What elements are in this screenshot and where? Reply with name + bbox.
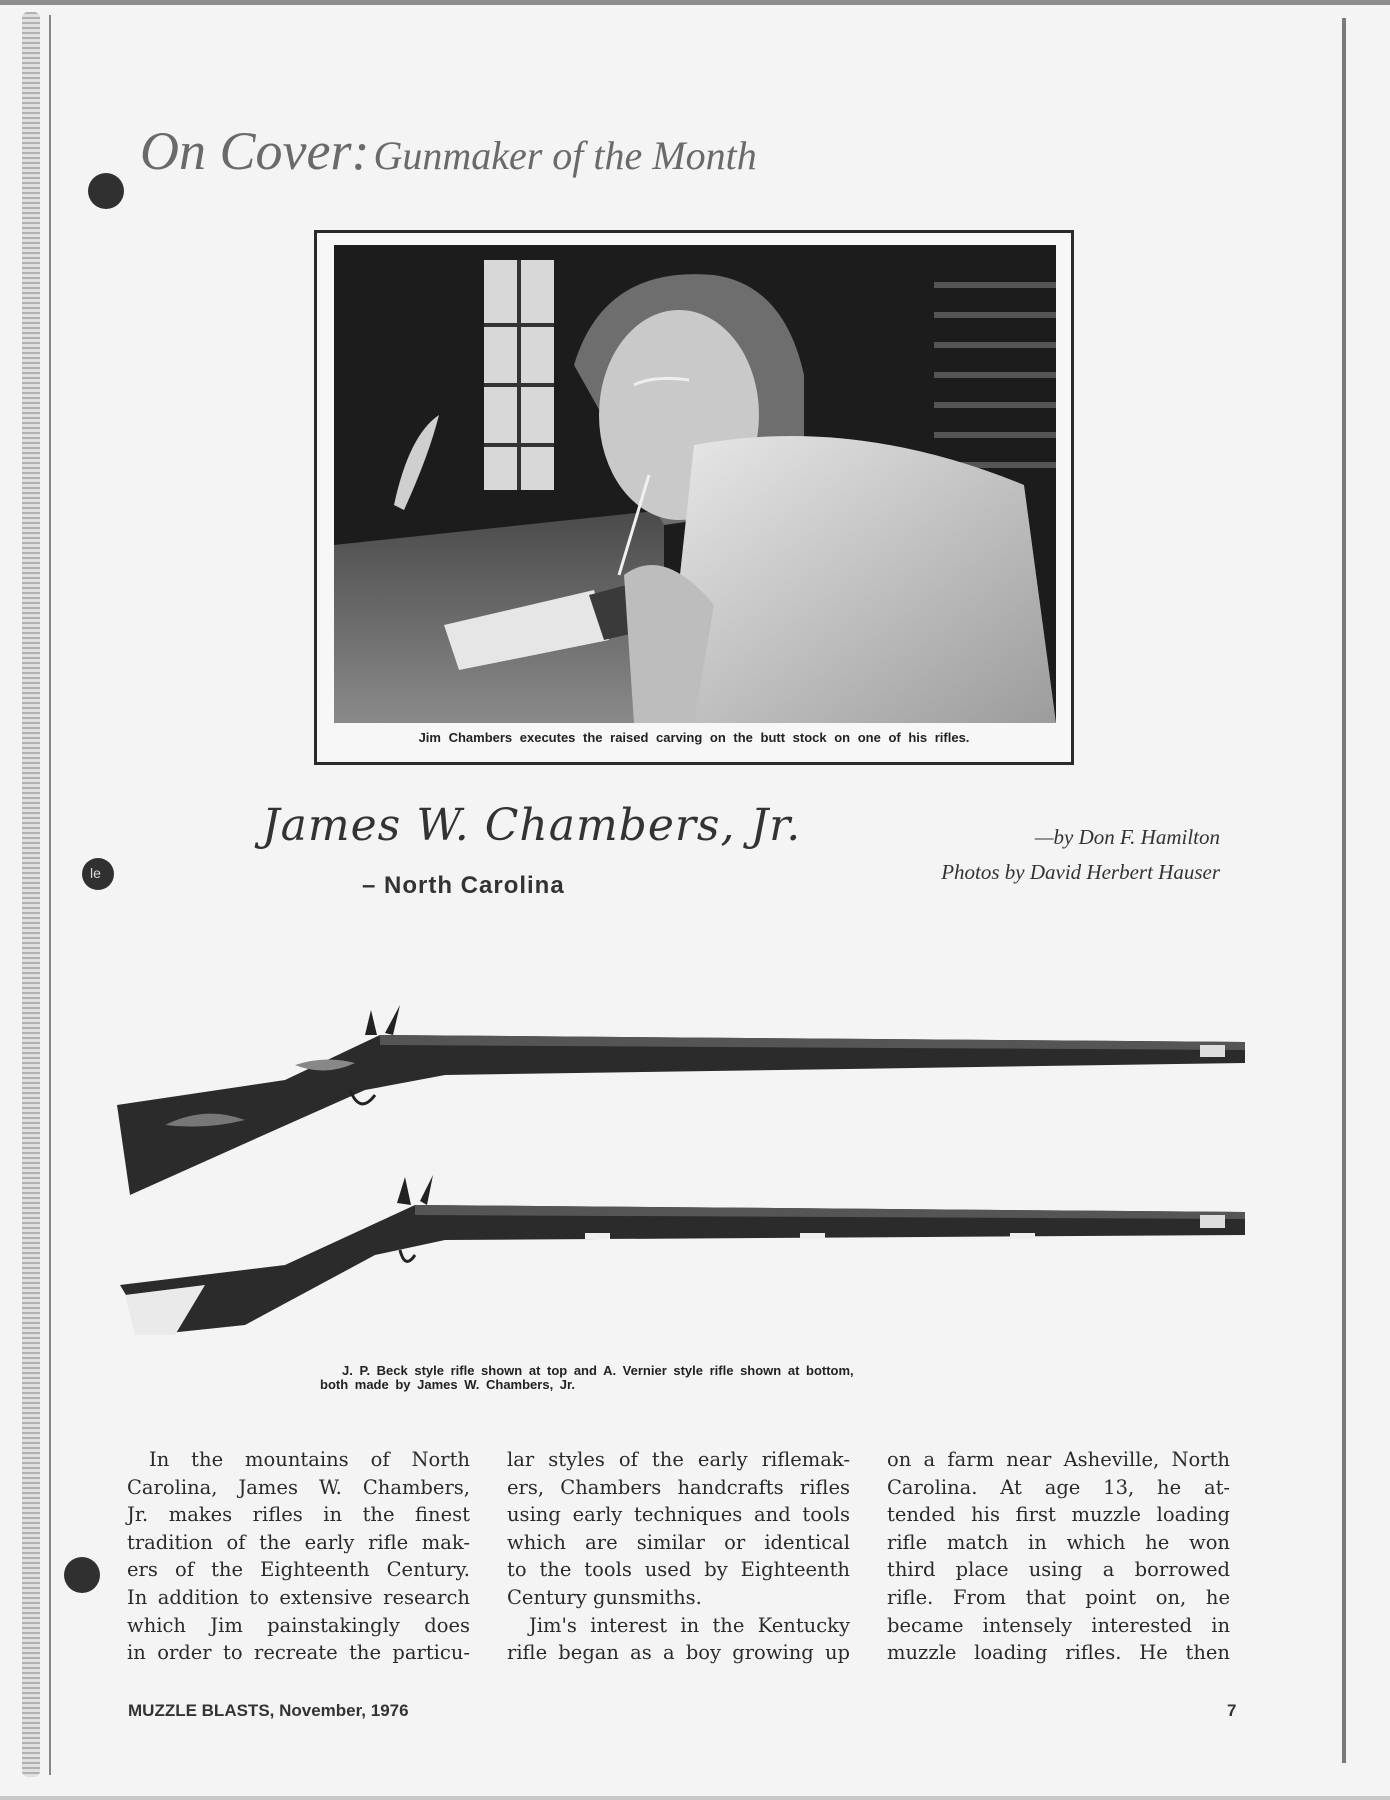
rifle-top xyxy=(117,1005,1245,1195)
headline-part2: Gunmaker of the Month xyxy=(373,133,757,178)
page-headline xyxy=(140,120,757,182)
body-line: In addition to extensive research xyxy=(127,1585,470,1609)
photo-credit: Photos by David Herbert Hauser xyxy=(941,860,1220,884)
author-line: —by Don F. Hamilton xyxy=(1034,825,1220,849)
body-line: ers of the Eighteenth Century. xyxy=(127,1558,470,1582)
rifles-illustration xyxy=(115,1005,1245,1335)
headline-part1: On Cover: xyxy=(140,121,370,181)
binding-line-left xyxy=(49,15,51,1775)
rifles-caption-line2: both made by James W. Chambers, Jr. xyxy=(320,1377,575,1392)
body-line: tradition of the early rifle mak- xyxy=(127,1530,470,1554)
punch-hole-top xyxy=(88,173,124,209)
rifles-photo xyxy=(115,1005,1245,1335)
body-line: ers, Chambers handcrafts rifles xyxy=(507,1475,850,1499)
body-line: lar styles of the early riflemak- xyxy=(507,1448,850,1471)
body-line: to the tools used by Eighteenth xyxy=(507,1558,850,1582)
body-line: Century gunsmiths. xyxy=(507,1585,702,1609)
body-line: Carolina. At age 13, he at- xyxy=(887,1475,1230,1499)
cover-photo-frame xyxy=(314,230,1074,765)
article-subtitle: – North Carolina xyxy=(362,872,565,899)
punch-hole-middle xyxy=(82,858,114,890)
body-line: Jr. makes rifles in the finest xyxy=(127,1503,470,1527)
photo-caption: Jim Chambers executes the raised carving on the butt stock on one of his rifles. xyxy=(418,730,970,745)
byline xyxy=(941,820,1220,890)
punch-hole-bottom xyxy=(64,1557,100,1593)
article-title: James W. Chambers, Jr. xyxy=(262,800,802,851)
body-line: on a farm near Asheville, North xyxy=(887,1448,1230,1471)
body-line: muzzle loading rifles. He then xyxy=(887,1641,1230,1665)
body-column-1 xyxy=(127,1446,470,1667)
gunmaker-photo xyxy=(334,245,1056,723)
page-number: 7 xyxy=(1227,1701,1237,1720)
margin-fragment-text: le xyxy=(90,865,101,881)
rifles-caption xyxy=(320,1364,1060,1392)
scan-edge-top xyxy=(0,0,1390,5)
body-line: In the mountains of North xyxy=(149,1448,470,1471)
body-column-2 xyxy=(507,1446,850,1667)
body-line: third place using a borrowed xyxy=(887,1558,1230,1582)
publication-footer: MUZZLE BLASTS, November, 1976 xyxy=(128,1701,409,1720)
body-line: using early techniques and tools xyxy=(507,1503,850,1527)
body-line: which Jim painstakingly does xyxy=(127,1613,470,1637)
body-line: rifle began as a boy growing up xyxy=(507,1641,850,1665)
scan-edge-bottom xyxy=(0,1796,1390,1800)
body-line: Carolina, James W. Chambers, xyxy=(127,1475,470,1499)
gunmaker-photo-illustration xyxy=(334,245,1056,723)
body-line: which are similar or identical xyxy=(507,1530,850,1554)
body-line: Jim's interest in the Kentucky xyxy=(529,1613,850,1637)
rifle-bottom xyxy=(120,1175,1245,1335)
rifles-caption-line1: J. P. Beck style rifle shown at top and A. Vernier style rifle shown at bottom, xyxy=(342,1363,854,1378)
body-column-3 xyxy=(887,1446,1230,1667)
binding-line-right xyxy=(1342,18,1346,1763)
body-line: rifle. From that point on, he xyxy=(887,1585,1230,1609)
body-line: in order to recreate the particu- xyxy=(127,1641,470,1665)
binding-strip-left xyxy=(22,12,40,1777)
body-line: rifle match in which he won xyxy=(887,1530,1230,1554)
body-line: became intensely interested in xyxy=(887,1613,1230,1637)
body-line: tended his first muzzle loading xyxy=(887,1503,1230,1527)
